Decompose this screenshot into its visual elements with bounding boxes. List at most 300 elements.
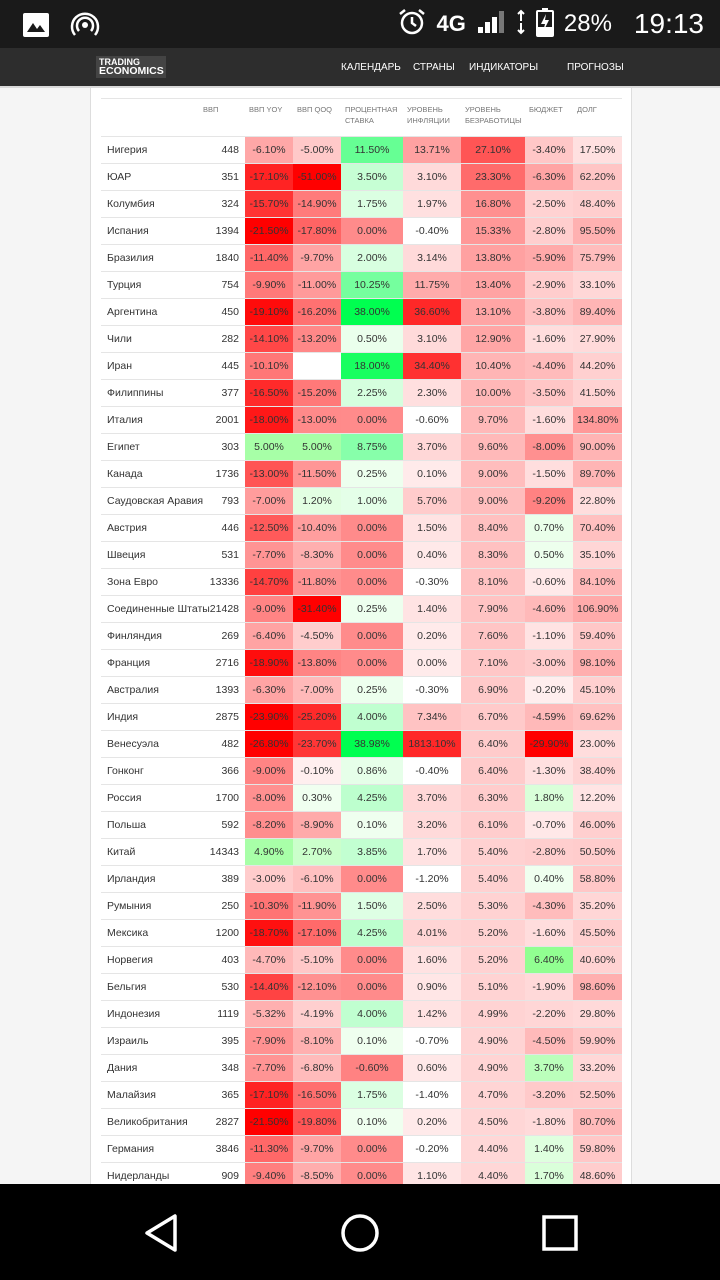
cell-gdp-yoy: -7.90% [245, 1028, 293, 1055]
cell-gdp-qoq: -0.10% [293, 758, 341, 785]
country-link[interactable]: Германия [101, 1136, 199, 1163]
cell-gdp-qoq: 5.00% [293, 434, 341, 461]
country-link[interactable]: Соединенные Штаты [101, 596, 199, 623]
cell-gdp-yoy: -10.30% [245, 893, 293, 920]
table-row[interactable] [101, 1082, 622, 1109]
cell-gdp: 3846 [199, 1136, 245, 1163]
table-row[interactable] [101, 542, 622, 569]
cell-unemployment-rate: 5.30% [461, 893, 525, 920]
table-row[interactable] [101, 488, 622, 515]
cell-gdp-qoq: 0.30% [293, 785, 341, 812]
cell-gdp-qoq: -11.90% [293, 893, 341, 920]
country-link[interactable]: Чили [101, 326, 199, 353]
country-link[interactable]: Аргентина [101, 299, 199, 326]
cell-debt: 52.50% [573, 1082, 622, 1109]
cell-gdp-qoq: -15.20% [293, 380, 341, 407]
cell-gdp-qoq [293, 353, 341, 380]
cell-budget: -1.10% [525, 623, 573, 650]
cell-inflation-rate: -0.40% [403, 758, 461, 785]
cell-gdp-qoq: -12.10% [293, 974, 341, 1001]
country-link[interactable]: Малайзия [101, 1082, 199, 1109]
cell-inflation-rate: 0.40% [403, 542, 461, 569]
cell-inflation-rate: 34.40% [403, 353, 461, 380]
cell-unemployment-rate: 9.00% [461, 488, 525, 515]
cell-gdp-qoq: -16.20% [293, 299, 341, 326]
cell-gdp-qoq: -4.50% [293, 623, 341, 650]
cell-gdp-yoy: -19.10% [245, 299, 293, 326]
table-row[interactable] [101, 974, 622, 1001]
cell-interest-rate: 4.00% [341, 704, 403, 731]
cell-debt: 98.10% [573, 650, 622, 677]
cell-inflation-rate: 13.71% [403, 137, 461, 164]
cell-interest-rate: 0.00% [341, 1163, 403, 1190]
country-link[interactable]: Турция [101, 272, 199, 299]
cell-gdp-yoy: -26.80% [245, 731, 293, 758]
cell-gdp-yoy: -14.10% [245, 326, 293, 353]
cell-unemployment-rate: 4.40% [461, 1163, 525, 1190]
cell-unemployment-rate: 6.10% [461, 812, 525, 839]
cell-gdp: 351 [199, 164, 245, 191]
recents-icon[interactable] [535, 1208, 585, 1258]
logo-line2: ECONOMICS [99, 65, 164, 77]
country-link[interactable]: Индия [101, 704, 199, 731]
cell-interest-rate: 0.10% [341, 1109, 403, 1136]
cell-gdp-yoy: -7.00% [245, 488, 293, 515]
cell-gdp-qoq: -9.70% [293, 1136, 341, 1163]
table-row[interactable] [101, 299, 622, 326]
table-row[interactable] [101, 218, 622, 245]
cell-gdp-yoy: -21.50% [245, 1109, 293, 1136]
cell-debt: 29.80% [573, 1001, 622, 1028]
column-header-gdp[interactable]: ВВП [199, 99, 245, 137]
cell-inflation-rate: 1.10% [403, 1163, 461, 1190]
cell-interest-rate: 2.00% [341, 245, 403, 272]
country-link[interactable]: Мексика [101, 920, 199, 947]
cell-gdp: 348 [199, 1055, 245, 1082]
cell-gdp-yoy: -7.70% [245, 542, 293, 569]
cell-debt: 75.79% [573, 245, 622, 272]
column-header-interest-rate[interactable]: ПРОЦЕНТНАЯ СТАВКА [341, 99, 403, 137]
country-link[interactable]: Израиль [101, 1028, 199, 1055]
table-row[interactable] [101, 704, 622, 731]
cell-gdp-yoy: -6.10% [245, 137, 293, 164]
cell-budget: 1.40% [525, 1136, 573, 1163]
column-header-country[interactable] [101, 99, 199, 137]
cell-interest-rate: 2.25% [341, 380, 403, 407]
cell-budget: -4.60% [525, 596, 573, 623]
cell-interest-rate: 1.00% [341, 488, 403, 515]
cell-gdp-yoy: -23.90% [245, 704, 293, 731]
country-link[interactable]: Польша [101, 812, 199, 839]
country-link[interactable]: Великобритания [101, 1109, 199, 1136]
cell-gdp-yoy: -3.00% [245, 866, 293, 893]
cell-unemployment-rate: 5.20% [461, 947, 525, 974]
cell-debt: 98.60% [573, 974, 622, 1001]
cell-gdp-qoq: -17.80% [293, 218, 341, 245]
table-row[interactable] [101, 812, 622, 839]
cell-gdp-yoy: -13.00% [245, 461, 293, 488]
cell-unemployment-rate: 4.90% [461, 1055, 525, 1082]
cell-budget: -6.30% [525, 164, 573, 191]
country-link[interactable]: Ирландия [101, 866, 199, 893]
country-link[interactable]: Испания [101, 218, 199, 245]
system-navigation-bar [0, 1184, 720, 1280]
clock: 19:13 [633, 8, 704, 39]
column-header-inflation-rate[interactable]: УРОВЕНЬ ИНФЛЯЦИИ [403, 99, 461, 137]
cell-gdp: 448 [199, 137, 245, 164]
cell-debt: 69.62% [573, 704, 622, 731]
cell-budget: -3.50% [525, 380, 573, 407]
country-link[interactable]: Египет [101, 434, 199, 461]
table-row[interactable] [101, 353, 622, 380]
cell-budget: -1.60% [525, 407, 573, 434]
table-row[interactable] [101, 596, 622, 623]
cell-budget: -1.60% [525, 326, 573, 353]
cell-gdp-qoq: -25.20% [293, 704, 341, 731]
table-row[interactable] [101, 461, 622, 488]
cell-gdp-qoq: -10.40% [293, 515, 341, 542]
page-content[interactable] [0, 88, 720, 1184]
cell-gdp: 2827 [199, 1109, 245, 1136]
cell-unemployment-rate: 27.10% [461, 137, 525, 164]
site-navbar [0, 48, 720, 88]
cell-budget: -4.40% [525, 353, 573, 380]
cell-interest-rate: 4.00% [341, 1001, 403, 1028]
column-header-budget[interactable]: БЮДЖЕТ [525, 99, 573, 137]
column-header-gdp-yoy[interactable]: ВВП YOY [245, 99, 293, 137]
cell-unemployment-rate: 5.10% [461, 974, 525, 1001]
cell-gdp-yoy: -18.70% [245, 920, 293, 947]
cell-interest-rate: 0.10% [341, 1028, 403, 1055]
cell-gdp-yoy: -16.50% [245, 380, 293, 407]
cell-interest-rate: 1.50% [341, 893, 403, 920]
cell-gdp-qoq: 2.70% [293, 839, 341, 866]
cell-inflation-rate: 3.10% [403, 164, 461, 191]
cell-gdp: 1736 [199, 461, 245, 488]
cell-interest-rate: 0.00% [341, 866, 403, 893]
cell-debt: 33.20% [573, 1055, 622, 1082]
indicators-table [101, 98, 622, 1189]
cell-interest-rate: 38.98% [341, 731, 403, 758]
cell-debt: 84.10% [573, 569, 622, 596]
cell-inflation-rate: 0.90% [403, 974, 461, 1001]
cell-gdp-yoy: -8.20% [245, 812, 293, 839]
cell-interest-rate: 0.00% [341, 515, 403, 542]
country-link[interactable]: Франция [101, 650, 199, 677]
cell-gdp-yoy: -4.70% [245, 947, 293, 974]
cell-gdp: 269 [199, 623, 245, 650]
table-row[interactable] [101, 407, 622, 434]
home-icon[interactable] [335, 1208, 385, 1258]
cell-interest-rate: 0.86% [341, 758, 403, 785]
nav-link-forecasts[interactable]: ПРОГНОЗЫ [567, 62, 624, 73]
cell-budget: -0.70% [525, 812, 573, 839]
table-row[interactable] [101, 920, 622, 947]
cell-gdp-yoy: -17.10% [245, 164, 293, 191]
cell-unemployment-rate: 12.90% [461, 326, 525, 353]
country-link[interactable]: Австралия [101, 677, 199, 704]
table-row[interactable] [101, 1109, 622, 1136]
table-row[interactable] [101, 947, 622, 974]
country-link[interactable]: Финляндия [101, 623, 199, 650]
country-link[interactable]: Канада [101, 461, 199, 488]
nav-link-countries[interactable]: СТРАНЫ [413, 62, 455, 73]
country-link[interactable]: Зона Евро [101, 569, 199, 596]
cell-inflation-rate: -1.40% [403, 1082, 461, 1109]
table-row[interactable] [101, 1055, 622, 1082]
cell-gdp-qoq: -6.10% [293, 866, 341, 893]
country-link[interactable]: Италия [101, 407, 199, 434]
nav-link-indicators[interactable]: ИНДИКАТОРЫ [469, 62, 539, 73]
cell-gdp-qoq: -19.80% [293, 1109, 341, 1136]
country-link[interactable]: ЮАР [101, 164, 199, 191]
battery-percent: 28% [563, 10, 612, 37]
table-row[interactable] [101, 677, 622, 704]
column-header-debt[interactable]: ДОЛГ [573, 99, 622, 137]
cell-unemployment-rate: 4.50% [461, 1109, 525, 1136]
cell-gdp: 482 [199, 731, 245, 758]
cell-gdp: 389 [199, 866, 245, 893]
table-row[interactable] [101, 434, 622, 461]
cell-gdp-qoq: -31.40% [293, 596, 341, 623]
cell-debt: 23.00% [573, 731, 622, 758]
cell-gdp: 13336 [199, 569, 245, 596]
site-logo[interactable] [96, 56, 166, 78]
cell-debt: 95.50% [573, 218, 622, 245]
country-link[interactable]: Нигерия [101, 137, 199, 164]
table-row[interactable] [101, 245, 622, 272]
cell-interest-rate: 0.10% [341, 812, 403, 839]
cell-debt: 89.70% [573, 461, 622, 488]
cell-unemployment-rate: 9.60% [461, 434, 525, 461]
cell-debt: 134.80% [573, 407, 622, 434]
country-link[interactable]: Колумбия [101, 191, 199, 218]
cell-inflation-rate: 3.14% [403, 245, 461, 272]
cell-unemployment-rate: 6.70% [461, 704, 525, 731]
cell-gdp-yoy: -8.00% [245, 785, 293, 812]
cell-gdp-qoq: -51.00% [293, 164, 341, 191]
table-row[interactable] [101, 164, 622, 191]
cell-inflation-rate: 1.42% [403, 1001, 461, 1028]
cell-inflation-rate: 11.75% [403, 272, 461, 299]
cell-inflation-rate: 0.60% [403, 1055, 461, 1082]
cell-budget: 6.40% [525, 947, 573, 974]
table-row[interactable] [101, 326, 622, 353]
cell-gdp-qoq: -5.10% [293, 947, 341, 974]
table-row[interactable] [101, 569, 622, 596]
country-link[interactable]: Иран [101, 353, 199, 380]
cell-unemployment-rate: 15.33% [461, 218, 525, 245]
cell-budget: 3.70% [525, 1055, 573, 1082]
cell-gdp-yoy: -11.40% [245, 245, 293, 272]
country-link[interactable]: Бельгия [101, 974, 199, 1001]
cell-budget: -3.40% [525, 137, 573, 164]
table-row[interactable] [101, 1136, 622, 1163]
table-row[interactable] [101, 191, 622, 218]
column-header-unemployment-rate[interactable]: УРОВЕНЬ БЕЗРАБОТИЦЫ [461, 99, 525, 137]
cell-gdp: 754 [199, 272, 245, 299]
cell-inflation-rate: -0.30% [403, 569, 461, 596]
cell-budget: -2.20% [525, 1001, 573, 1028]
table-row[interactable] [101, 785, 622, 812]
country-link[interactable]: Индонезия [101, 1001, 199, 1028]
cell-inflation-rate: 1.40% [403, 596, 461, 623]
cell-debt: 50.50% [573, 839, 622, 866]
cell-gdp: 2001 [199, 407, 245, 434]
table-row[interactable] [101, 893, 622, 920]
country-link[interactable]: Норвегия [101, 947, 199, 974]
cell-inflation-rate: 1.60% [403, 947, 461, 974]
table-row[interactable] [101, 380, 622, 407]
cell-interest-rate: 0.00% [341, 407, 403, 434]
cell-gdp-yoy: -17.10% [245, 1082, 293, 1109]
table-row[interactable] [101, 1028, 622, 1055]
status-bar [0, 0, 720, 48]
cell-unemployment-rate: 13.10% [461, 299, 525, 326]
cell-inflation-rate: 5.70% [403, 488, 461, 515]
cell-gdp: 450 [199, 299, 245, 326]
cell-budget: 1.70% [525, 1163, 573, 1190]
cell-unemployment-rate: 13.80% [461, 245, 525, 272]
cell-unemployment-rate: 5.40% [461, 839, 525, 866]
cell-debt: 45.50% [573, 920, 622, 947]
cell-unemployment-rate: 8.10% [461, 569, 525, 596]
cell-gdp: 909 [199, 1163, 245, 1190]
cell-interest-rate: 0.00% [341, 1136, 403, 1163]
cell-gdp-yoy: -6.40% [245, 623, 293, 650]
country-link[interactable]: Венесуэла [101, 731, 199, 758]
cell-unemployment-rate: 16.80% [461, 191, 525, 218]
country-link[interactable]: Гонконг [101, 758, 199, 785]
cell-unemployment-rate: 10.40% [461, 353, 525, 380]
cell-inflation-rate: 1.70% [403, 839, 461, 866]
cell-debt: 48.40% [573, 191, 622, 218]
cell-interest-rate: 1.75% [341, 191, 403, 218]
cell-gdp-yoy: -11.30% [245, 1136, 293, 1163]
cell-interest-rate: 8.75% [341, 434, 403, 461]
cell-unemployment-rate: 5.20% [461, 920, 525, 947]
table-row[interactable] [101, 272, 622, 299]
cell-unemployment-rate: 6.40% [461, 758, 525, 785]
cell-debt: 90.00% [573, 434, 622, 461]
table-row[interactable] [101, 866, 622, 893]
nav-link-calendar[interactable]: КАЛЕНДАРЬ [341, 62, 401, 73]
country-link[interactable]: Россия [101, 785, 199, 812]
cell-inflation-rate: 0.10% [403, 461, 461, 488]
cell-inflation-rate: 3.20% [403, 812, 461, 839]
cell-debt: 12.20% [573, 785, 622, 812]
cell-interest-rate: 38.00% [341, 299, 403, 326]
country-link[interactable]: Китай [101, 839, 199, 866]
table-row[interactable] [101, 758, 622, 785]
column-header-gdp-qoq[interactable]: ВВП QOQ [293, 99, 341, 137]
country-link[interactable]: Румыния [101, 893, 199, 920]
country-link[interactable]: Филиппины [101, 380, 199, 407]
cell-gdp-qoq: -8.50% [293, 1163, 341, 1190]
cell-debt: 38.40% [573, 758, 622, 785]
back-icon[interactable] [137, 1208, 187, 1258]
table-row[interactable] [101, 1001, 622, 1028]
cell-gdp: 2716 [199, 650, 245, 677]
image-icon [22, 12, 50, 43]
cell-debt: 58.80% [573, 866, 622, 893]
cell-inflation-rate: -0.70% [403, 1028, 461, 1055]
cell-gdp-yoy: -7.70% [245, 1055, 293, 1082]
country-link[interactable]: Бразилия [101, 245, 199, 272]
cell-unemployment-rate: 6.40% [461, 731, 525, 758]
cell-inflation-rate: 0.20% [403, 1109, 461, 1136]
country-link[interactable]: Нидерланды [101, 1163, 199, 1190]
cell-interest-rate: 18.00% [341, 353, 403, 380]
cell-budget: -2.80% [525, 218, 573, 245]
cell-gdp-qoq: -8.30% [293, 542, 341, 569]
cell-budget: -4.59% [525, 704, 573, 731]
cell-debt: 41.50% [573, 380, 622, 407]
cell-budget: -2.80% [525, 839, 573, 866]
cell-debt: 27.90% [573, 326, 622, 353]
cell-debt: 17.50% [573, 137, 622, 164]
table-row[interactable] [101, 515, 622, 542]
cell-gdp-yoy: 4.90% [245, 839, 293, 866]
cell-gdp: 324 [199, 191, 245, 218]
cell-gdp-qoq: -13.80% [293, 650, 341, 677]
table-row[interactable] [101, 650, 622, 677]
cell-budget: 0.70% [525, 515, 573, 542]
cell-interest-rate: 0.00% [341, 623, 403, 650]
logo-line1: TRADING [99, 57, 140, 67]
cell-inflation-rate: 2.50% [403, 893, 461, 920]
table-row[interactable] [101, 839, 622, 866]
cell-gdp-yoy: -14.40% [245, 974, 293, 1001]
cell-gdp: 1393 [199, 677, 245, 704]
cell-debt: 89.40% [573, 299, 622, 326]
cell-gdp: 1119 [199, 1001, 245, 1028]
cell-inflation-rate: -0.20% [403, 1136, 461, 1163]
cell-inflation-rate: -0.30% [403, 677, 461, 704]
cell-gdp: 377 [199, 380, 245, 407]
cell-inflation-rate: 3.10% [403, 326, 461, 353]
cell-debt: 33.10% [573, 272, 622, 299]
indicators-panel [90, 88, 632, 1184]
country-link[interactable]: Саудовская Аравия [101, 488, 199, 515]
cell-budget: -0.60% [525, 569, 573, 596]
cell-gdp-yoy: -9.00% [245, 596, 293, 623]
cell-gdp-yoy: -18.00% [245, 407, 293, 434]
cell-debt: 22.80% [573, 488, 622, 515]
cell-gdp-qoq: -14.90% [293, 191, 341, 218]
country-link[interactable]: Дания [101, 1055, 199, 1082]
cell-gdp: 395 [199, 1028, 245, 1055]
cell-gdp: 592 [199, 812, 245, 839]
country-link[interactable]: Швеция [101, 542, 199, 569]
cell-gdp: 2875 [199, 704, 245, 731]
table-row[interactable] [101, 623, 622, 650]
cell-debt: 48.60% [573, 1163, 622, 1190]
cell-budget: -4.50% [525, 1028, 573, 1055]
table-row[interactable] [101, 137, 622, 164]
cell-debt: 59.40% [573, 623, 622, 650]
cell-gdp-qoq: -9.70% [293, 245, 341, 272]
cell-unemployment-rate: 10.00% [461, 380, 525, 407]
cell-debt: 106.90% [573, 596, 622, 623]
cell-gdp-qoq: -11.80% [293, 569, 341, 596]
cell-inflation-rate: -1.20% [403, 866, 461, 893]
country-link[interactable]: Австрия [101, 515, 199, 542]
data-arrows-icon [516, 9, 526, 40]
cell-interest-rate: 0.00% [341, 542, 403, 569]
cell-gdp-yoy: -14.70% [245, 569, 293, 596]
table-row[interactable] [101, 731, 622, 758]
